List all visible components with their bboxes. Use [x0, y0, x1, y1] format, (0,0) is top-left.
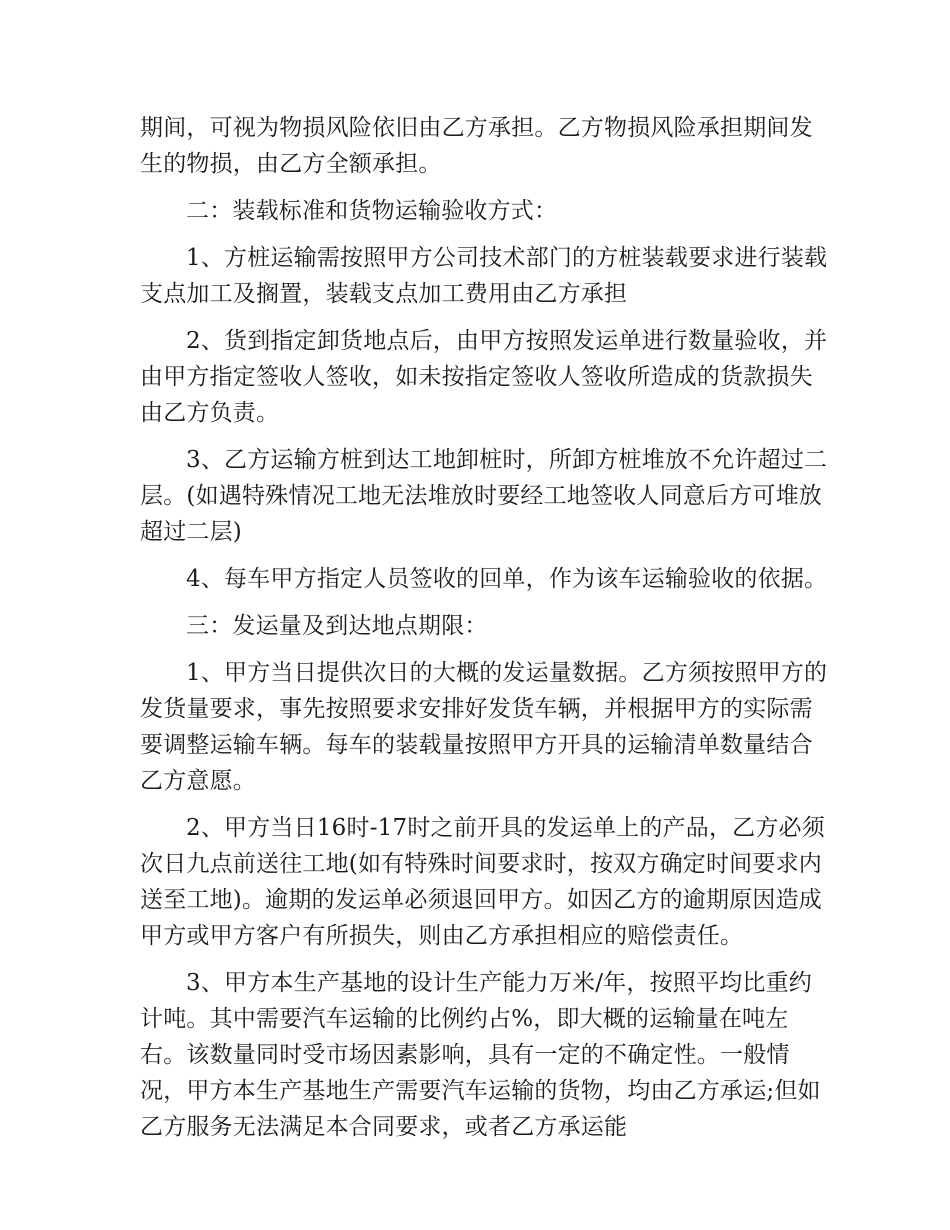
paragraph-clause-2-1: 1、方桩运输需按照甲方公司技术部门的方桩装载要求进行装载支点加工及搁置，装载支点加工费用由乙方承担 — [140, 245, 828, 307]
paragraph-clause-2-3: 3、乙方运输方桩到达工地卸桩时，所卸方桩堆放不允许超过二层。(如遇特殊情况工地无法堆放时要经工地签收人同意后方可堆放超过二层) — [140, 447, 828, 545]
paragraph-continuation: 期间，可视为物损风险依旧由乙方承担。乙方物损风险承担期间发生的物损，由乙方全额承担。 — [140, 115, 813, 177]
paragraph-clause-2-2: 2、货到指定卸货地点后，由甲方按照发运单进行数量验收，并由甲方指定签收人签收，如未按指定签收人签收所造成的货款损失由乙方负责。 — [140, 328, 828, 426]
paragraph-clause-2-4: 4、每车甲方指定人员签收的回单，作为该车运输验收的依据。 — [186, 566, 828, 592]
paragraph-clause-3-2: 2、甲方当日16时-17时之前开具的发运单上的产品，乙方必须次日九点前送往工地(如有特殊时间要求时，按双方确定时间要求内送至工地)。逾期的发运单必须退回甲方。如因乙方的逾期原因造成甲方或甲方客户有所损失，则由乙方承担相应的赔偿责任。 — [140, 815, 825, 949]
paragraph-clause-3-1: 1、甲方当日提供次日的大概的发运量数据。乙方须按照甲方的发货量要求，事先按照要求安排好发货车辆，并根据甲方的实际需要调整运输车辆。每车的装载量按照甲方开具的运输清单数量结合乙方意愿。 — [140, 660, 828, 794]
document-body — [140, 110, 830, 1156]
paragraph-clause-3-3: 3、甲方本生产基地的设计生产能力万米/年，按照平均比重约计吨。其中需要汽车运输的比例约占%，即大概的运输量在吨左右。该数量同时受市场因素影响，具有一定的不确定性。一般情况，甲方本生产基地生产需要汽车运输的货物，均由乙方承运;但如乙方服务无法满足本合同要求，或者乙方承运能 — [140, 970, 821, 1140]
section-heading-shipment-volume: 三：发运量及到达地点期限： — [186, 613, 488, 639]
section-heading-loading-standards: 二：装载标准和货物运输验收方式： — [186, 198, 558, 224]
